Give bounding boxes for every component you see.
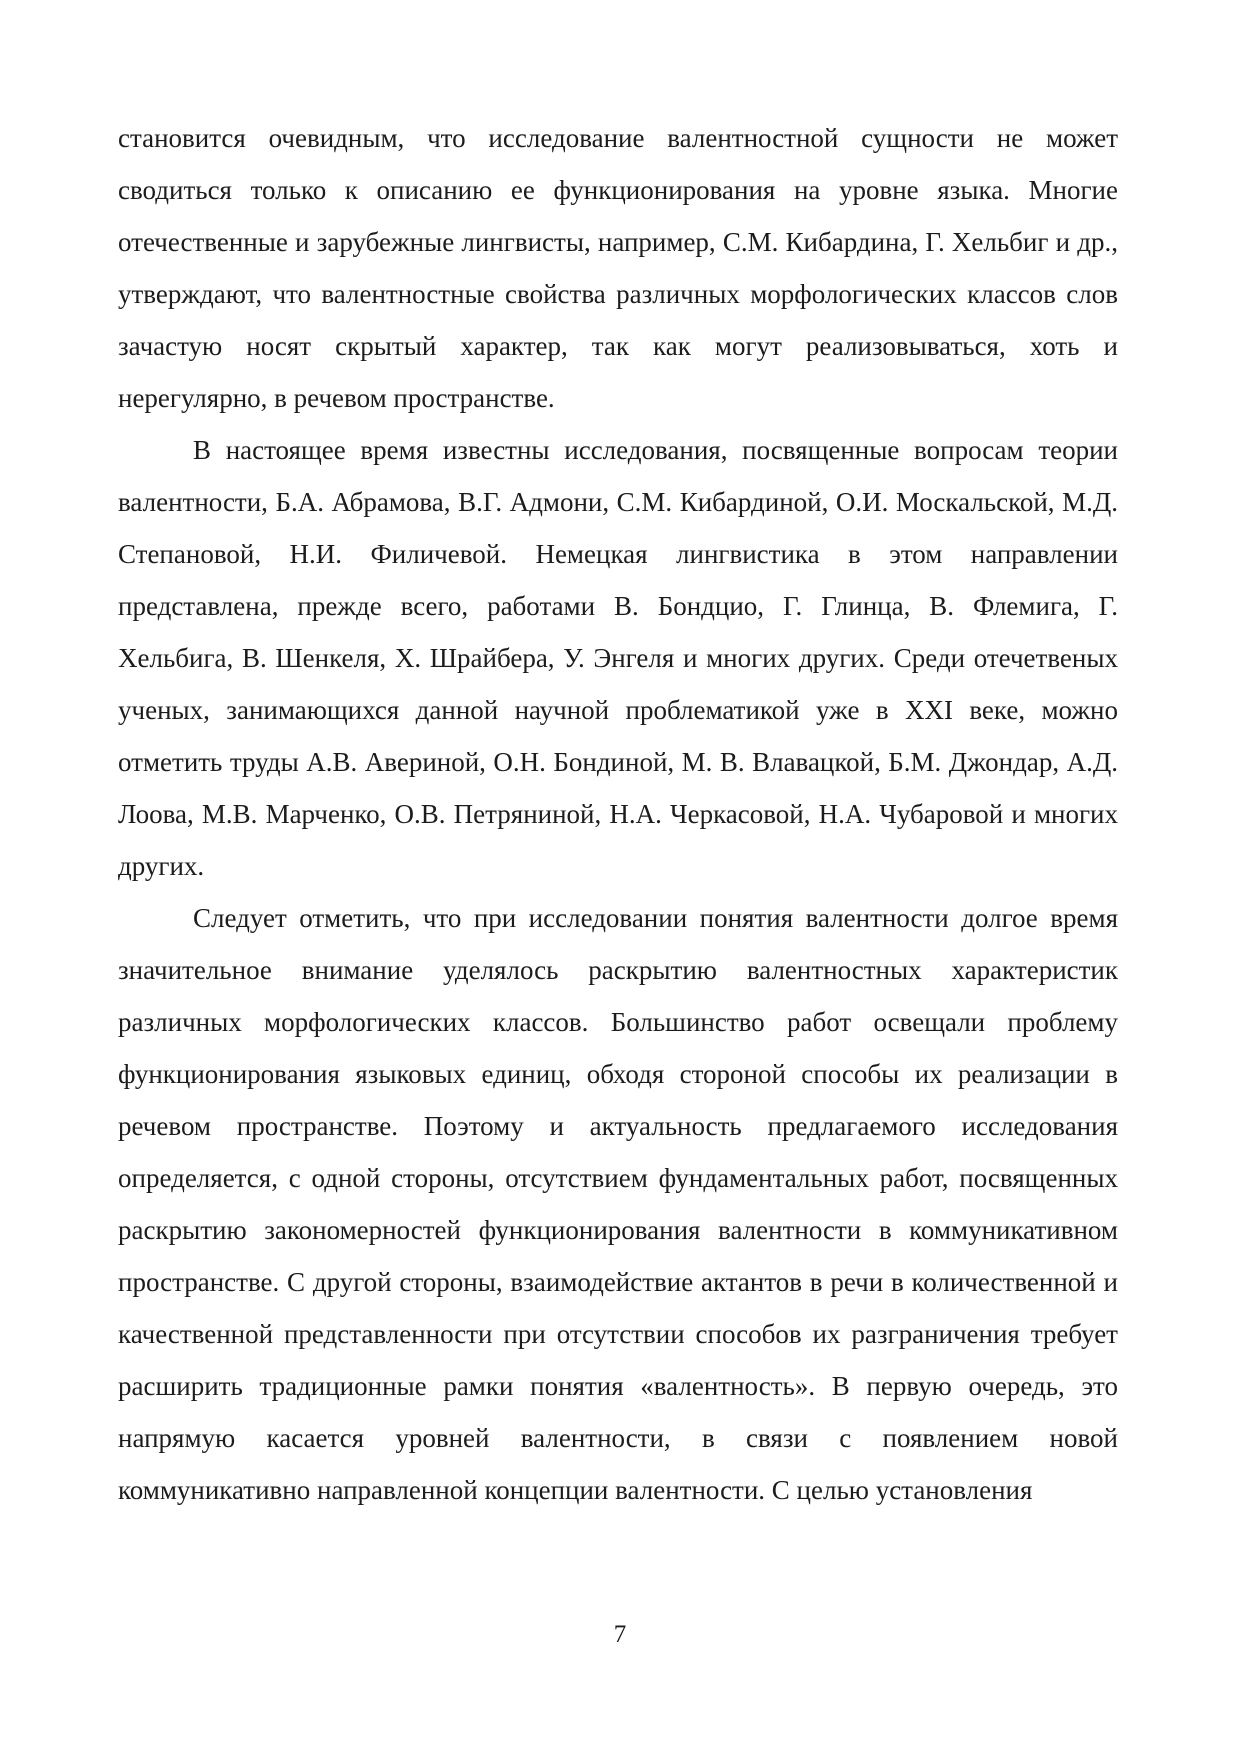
page-number: 7 bbox=[613, 1621, 627, 1648]
paragraph-research-relevance: Следует отметить, что при исследовании понятия валентности долгое время значительное внимание уделялось раскрытию валентностных характеристик различных морфологических классов. Большинство работ освещали проблему функционирования языковых единиц, обходя стороной способы их реализации в речевом пространстве. Поэтому и актуальность предлагаемого исследования определяется, с одной стороны, отсутствием фундаментальных работ, посвященных раскрытию закономерностей функционирования валентности в коммуникативном пространстве. С другой стороны, взаимодействие актантов в речи в количественной и качественной представленности при отсутствии способов их разграничения требует расширить традиционные рамки понятия «валентность». В первую очередь, это напрямую касается уровней валентности, в связи с появлением новой коммуникативно направленной концепции валентности. С целью установления bbox=[118, 903, 1118, 1505]
document-body bbox=[118, 112, 1118, 1516]
paragraph-continuation: становится очевидным, что исследование валентностной сущности не может сводиться только к описанию ее функционирования на уровне языка. Многие отечественные и зарубежные лингвисты, например, С.М. Кибардина, Г. Хельбиг и др., утверждают, что валентностные свойства различных морфологических классов слов зачастую носят скрытый характер, так как могут реализовываться, хоть и нерегулярно, в речевом пространстве. bbox=[118, 123, 1118, 413]
paragraph-valency-researchers: В настоящее время известны исследования, посвященные вопросам теории валентности, Б.А. Абрамова, В.Г. Адмони, С.М. Кибардиной, О.И. Москальской, М.Д. Степановой, Н.И. Филичевой. Немецкая лингвистика в этом направлении представлена, прежде всего, работами В. Бондцио, Г. Глинца, В. Флемига, Г. Хельбига, В. Шенкеля, Х. Шрайбера, У. Энгеля и многих других. Среди отечетвеных ученых, занимающихся данной научной проблематикой уже в XXI веке, можно отметить труды А.В. Авериной, О.Н. Бондиной, М. В. Влавацкой, Б.М. Джондар, А.Д. Лоова, М.В. Марченко, О.В. Петряниной, Н.А. Черкасовой, Н.А. Чубаровой и многих других. bbox=[118, 435, 1118, 881]
